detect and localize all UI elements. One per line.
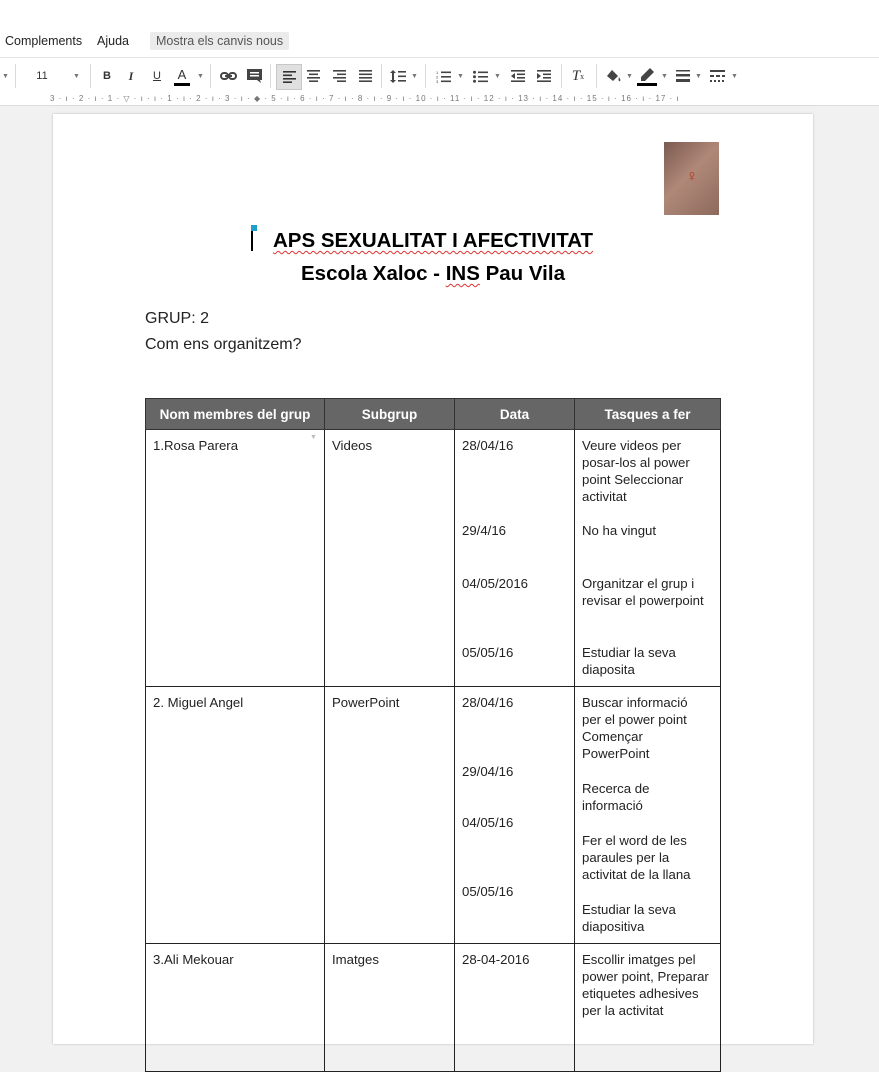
chevron-down-icon[interactable]: ▼: [661, 73, 668, 80]
increase-indent-icon[interactable]: [535, 66, 553, 86]
group-label: GRUP: 2: [145, 310, 210, 327]
ruler[interactable]: [0, 92, 879, 106]
table-row: [146, 687, 721, 944]
header-tasks: Tasques a fer: [575, 399, 721, 430]
toolbar-divider: [210, 64, 211, 88]
border-dash-icon[interactable]: [708, 66, 726, 86]
member-cell[interactable]: [146, 430, 325, 687]
date-cell[interactable]: [455, 944, 575, 1072]
toolbar: [0, 57, 879, 94]
clear-formatting-icon[interactable]: T x: [571, 67, 585, 84]
text-color-button[interactable]: A: [174, 66, 190, 86]
title-line2-part-a: Escola Xaloc -: [301, 262, 446, 285]
title-line2-part-b: INS: [445, 262, 480, 285]
member-cell[interactable]: [146, 687, 325, 944]
document-title: [53, 229, 813, 253]
subgroup-name: PowerPoint: [332, 695, 400, 710]
date-entry: 28-04-2016: [462, 952, 530, 967]
title-line2-part-c: Pau Vila: [479, 262, 565, 285]
table-header-row: [146, 399, 721, 430]
chevron-down-icon[interactable]: ▼: [626, 73, 633, 80]
align-right-icon[interactable]: [331, 66, 347, 86]
task-entry: Organitzar el grup i revisar el powerpoint: [582, 576, 704, 608]
chevron-down-icon[interactable]: ▼: [411, 73, 418, 80]
task-entry: Escollir imatges pel power point, Preparar etiquetes adhesives per la activitat: [582, 952, 709, 1018]
chevron-down-icon[interactable]: ▼: [457, 73, 464, 80]
menu-ajuda[interactable]: Ajuda: [97, 34, 129, 48]
tasks-table: [145, 398, 721, 1072]
justify-icon[interactable]: [357, 66, 373, 86]
font-size-select[interactable]: 11: [36, 70, 48, 82]
document-page[interactable]: [53, 114, 813, 1044]
svg-text:1: 1: [435, 69, 438, 75]
tasks-cell[interactable]: [575, 430, 721, 687]
toolbar-divider: [15, 64, 16, 88]
date-entry: 04/05/2016: [462, 576, 529, 591]
header-subgroup: Subgrup: [325, 399, 455, 430]
bulleted-list-icon[interactable]: [471, 66, 489, 86]
date-entry: 28/04/16: [462, 438, 514, 453]
task-entry: Buscar informació per el power point Començar PowerPoint: [582, 695, 688, 761]
align-center-icon[interactable]: [305, 66, 321, 86]
chevron-down-icon[interactable]: ▼: [695, 73, 702, 80]
show-new-changes-button[interactable]: Mostra els canvis nous: [150, 32, 289, 50]
menu-bar: [0, 0, 879, 57]
pen-icon[interactable]: [637, 66, 657, 86]
header-members: Nom membres del grup: [146, 399, 325, 430]
toolbar-divider: [90, 64, 91, 88]
chevron-down-icon[interactable]: ▼: [310, 434, 317, 441]
toolbar-divider: [270, 64, 271, 88]
task-entry: No ha vingut: [582, 523, 657, 538]
tasks-cell[interactable]: [575, 687, 721, 944]
subgroup-name: Videos: [332, 438, 373, 453]
date-entry: 28/04/16: [462, 695, 514, 710]
document-logo-image: [664, 142, 719, 215]
line-spacing-icon[interactable]: [389, 66, 407, 86]
header-date: Data: [455, 399, 575, 430]
border-weight-icon[interactable]: [675, 66, 691, 86]
task-entry: Estudiar la seva diaposita: [582, 645, 676, 677]
document-subtitle: [53, 262, 813, 286]
member-name: 1.Rosa Parera: [153, 438, 239, 453]
toolbar-divider: [596, 64, 597, 88]
date-entry: 29/04/16: [462, 764, 514, 779]
date-entry: 05/05/16: [462, 884, 514, 899]
task-entry: Estudiar la seva diapositiva: [582, 902, 676, 934]
subgroup-cell[interactable]: [325, 430, 455, 687]
tasks-cell[interactable]: [575, 944, 721, 1072]
chevron-down-icon[interactable]: ▼: [73, 73, 80, 80]
table-row: [146, 944, 721, 1072]
date-entry: 29/4/16: [462, 523, 506, 538]
ruler-ticks: 3 · ı · 2 · ı · 1 · ▽ · ı · ı · 1 · ı · 2 · ı · 3 · ı · ◆ · 5 · ı · 6 · ı · 7 · ı · 8 · ı · 9 · ı · 10 · ı · 11 · ı · 12 · ı · 13 · ı · 14 · ı · 15 · ı · 16 · ı · 17 · ı: [50, 94, 680, 103]
member-cell[interactable]: [146, 944, 325, 1072]
chevron-down-icon[interactable]: ▼: [197, 73, 204, 80]
subgroup-cell[interactable]: [325, 944, 455, 1072]
date-entry: 05/05/16: [462, 645, 514, 660]
date-entry: 04/05/16: [462, 815, 514, 830]
task-entry: Veure videos per posar-los al power point Seleccionar activitat: [582, 438, 690, 504]
member-name: 3.Ali Mekouar: [153, 952, 234, 967]
toolbar-divider: [381, 64, 382, 88]
chevron-down-icon[interactable]: ▼: [494, 73, 501, 80]
date-cell[interactable]: [455, 687, 575, 944]
subgroup-name: Imatges: [332, 952, 379, 967]
paint-bucket-icon[interactable]: [605, 66, 623, 86]
comment-icon[interactable]: [245, 66, 263, 86]
task-entry: Fer el word de les paraules per la activitat de la llana: [582, 833, 691, 882]
align-left-icon[interactable]: [276, 64, 302, 90]
numbered-list-icon[interactable]: [434, 66, 452, 86]
svg-text:2: 2: [435, 74, 438, 79]
link-icon[interactable]: [219, 66, 237, 86]
task-entry: Recerca de informació: [582, 781, 650, 813]
member-name: 2. Miguel Angel: [153, 695, 244, 710]
toolbar-divider: [561, 64, 562, 88]
svg-text:3: 3: [435, 78, 438, 83]
bold-button[interactable]: B: [103, 70, 111, 82]
underline-button[interactable]: U: [153, 70, 161, 82]
chevron-down-icon[interactable]: ▼: [731, 73, 738, 80]
italic-button[interactable]: I: [128, 68, 134, 83]
title-line1: APS SEXUALITAT I AFECTIVITAT: [272, 229, 594, 252]
menu-complements[interactable]: Complements: [5, 34, 83, 48]
table-row: [146, 430, 721, 687]
organize-question: Com ens organitzem?: [145, 336, 302, 353]
gender-symbol-icon: ♀: [686, 168, 698, 185]
date-cell[interactable]: [455, 430, 575, 687]
chevron-down-icon[interactable]: ▼: [2, 73, 9, 80]
subgroup-cell[interactable]: [325, 687, 455, 944]
toolbar-divider: [425, 64, 426, 88]
decrease-indent-icon[interactable]: [509, 66, 527, 86]
